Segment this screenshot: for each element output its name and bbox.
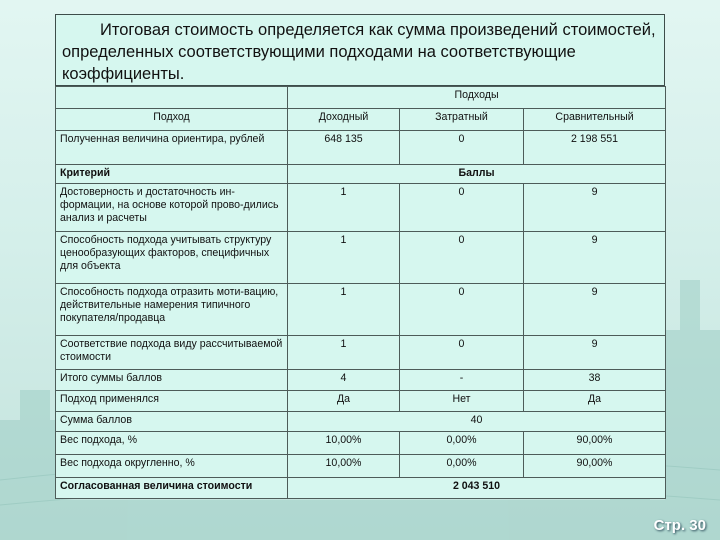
weight-income: 10,00%	[288, 432, 400, 455]
weight-cost: 0,00%	[400, 432, 524, 455]
weight-comparative: 90,00%	[524, 432, 666, 455]
total-row-label: Итого суммы баллов	[56, 370, 288, 391]
weight-rounded-row-label: Вес подхода округленно, %	[56, 455, 288, 478]
column-cost: Затратный	[400, 109, 524, 131]
applied-row-label: Подход применялся	[56, 391, 288, 412]
column-income: Доходный	[288, 109, 400, 131]
total-cost: -	[400, 370, 524, 391]
applied-cost: Нет	[400, 391, 524, 412]
weight-rounded-cost: 0,00%	[400, 455, 524, 478]
criterion-1-comparative: 9	[524, 184, 666, 232]
criterion-3-comparative: 9	[524, 284, 666, 336]
approaches-header: Подходы	[288, 87, 666, 109]
criterion-2-income: 1	[288, 232, 400, 284]
criterion-3-income: 1	[288, 284, 400, 336]
criterion-2-cost: 0	[400, 232, 524, 284]
criterion-3-cost: 0	[400, 284, 524, 336]
valuation-table	[55, 86, 666, 499]
criterion-4-cost: 0	[400, 336, 524, 370]
applied-income: Да	[288, 391, 400, 412]
column-comparative: Сравнительный	[524, 109, 666, 131]
value-cost: 0	[400, 131, 524, 165]
approach-label: Подход	[56, 109, 288, 131]
weight-rounded-income: 10,00%	[288, 455, 400, 478]
criterion-3-label: Способность подхода отразить моти-вацию, действительные намерения типичного покупателя/продавца	[56, 284, 288, 336]
scores-label: Баллы	[288, 165, 666, 184]
final-value: 2 043 510	[288, 478, 666, 499]
value-income: 648 135	[288, 131, 400, 165]
value-comparative: 2 198 551	[524, 131, 666, 165]
criterion-4-comparative: 9	[524, 336, 666, 370]
header-blank	[56, 87, 288, 109]
weight-row-label: Вес подхода, %	[56, 432, 288, 455]
criteria-label: Критерий	[56, 165, 288, 184]
criterion-1-cost: 0	[400, 184, 524, 232]
total-comparative: 38	[524, 370, 666, 391]
criterion-1-label: Достоверность и достаточность ин-формации, на основе которой прово-дились анализ и расчеты	[56, 184, 288, 232]
value-row-label: Полученная величина ориентира, рублей	[56, 131, 288, 165]
sum-row-label: Сумма баллов	[56, 412, 288, 432]
criterion-4-label: Соответствие подхода виду рассчитываемой стоимости	[56, 336, 288, 370]
page-number: Стр. 30	[653, 517, 706, 534]
criterion-1-income: 1	[288, 184, 400, 232]
final-row-label: Согласованная величина стоимости	[56, 478, 288, 499]
criterion-2-label: Способность подхода учитывать структуру ценообразующих факторов, специфичных для объекта	[56, 232, 288, 284]
weight-rounded-comparative: 90,00%	[524, 455, 666, 478]
applied-comparative: Да	[524, 391, 666, 412]
sum-value: 40	[288, 412, 666, 432]
slide-title: Итоговая стоимость определяется как сумма произведений стоимостей, определенных соответствующими подходами на соответствующие коэффициенты.	[55, 14, 665, 86]
criterion-2-comparative: 9	[524, 232, 666, 284]
criterion-4-income: 1	[288, 336, 400, 370]
total-income: 4	[288, 370, 400, 391]
